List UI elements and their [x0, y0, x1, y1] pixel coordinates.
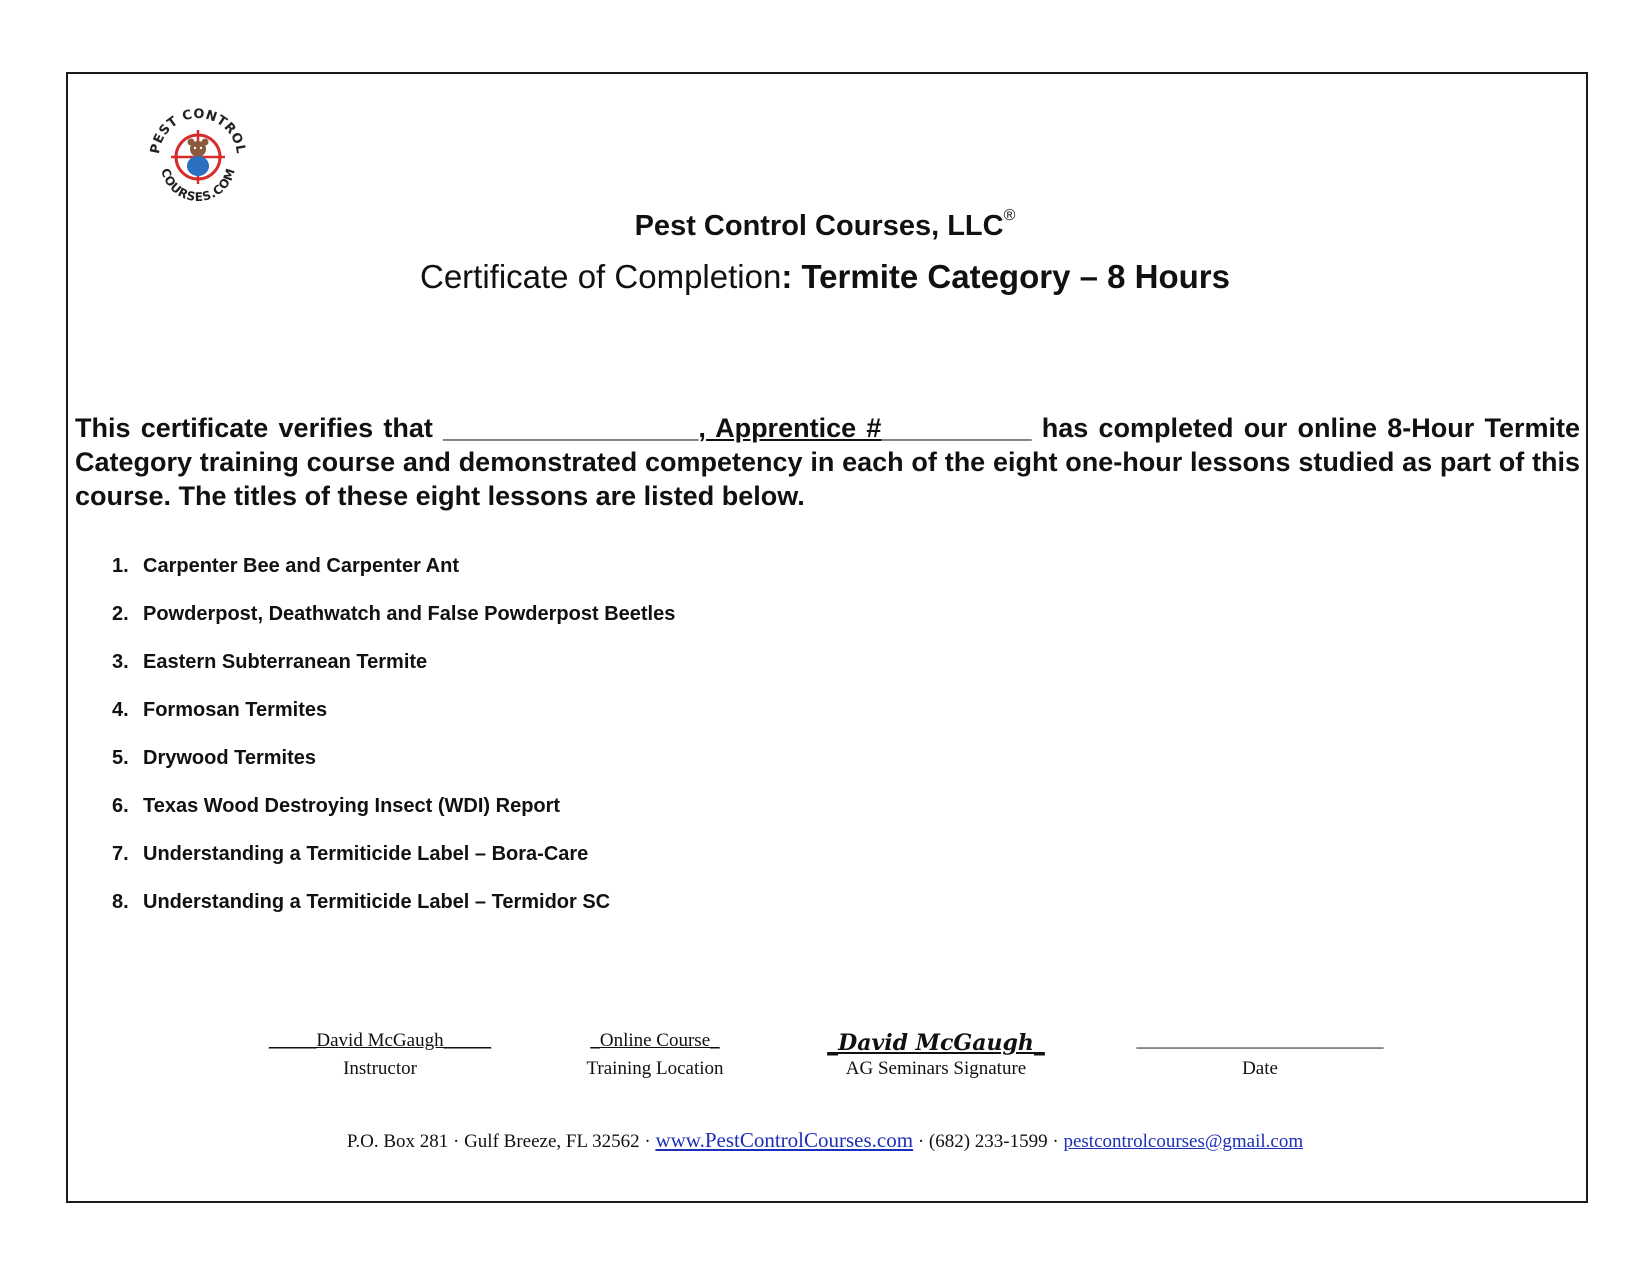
list-item [112, 843, 675, 891]
training-location-value: _Online Course_ [590, 1030, 720, 1051]
website-link[interactable]: www.PestControlCourses.com [655, 1128, 914, 1152]
instructor-name: _____David McGaugh_____ [268, 1030, 492, 1051]
lesson-title: Carpenter Bee and Carpenter Ant [143, 555, 459, 577]
lesson-number: 8. [112, 891, 129, 913]
list-item [112, 747, 675, 795]
ag-signature-block [815, 1030, 1057, 1080]
list-item [112, 795, 675, 843]
lesson-title: Eastern Subterranean Termite [143, 651, 428, 673]
verification-paragraph [75, 411, 1580, 513]
lesson-title: Texas Wood Destroying Insect (WDI) Report [143, 795, 561, 817]
apprentice-number-blank: __________ [881, 413, 1032, 443]
list-item [112, 555, 675, 603]
footer-address: P.O. Box 281 · Gulf Breeze, FL 32562 · [346, 1131, 656, 1152]
lesson-list [112, 555, 675, 939]
verification-text-end: has completed our online 8-Hour Termite Category training course and demonstrated competency in each of the eight one-hour lessons studied as part of this course. The titles of these eight lessons are listed below. [75, 413, 1580, 511]
lesson-number: 2. [112, 603, 129, 625]
logo-text-top: PEST CONTROL [147, 106, 248, 156]
company-name: Pest Control Courses, LLC [634, 210, 1004, 242]
list-item [112, 699, 675, 747]
registered-mark: ® [1003, 207, 1016, 224]
instructor-signature-block [258, 1030, 502, 1080]
logo-text-bottom: COURSES.COM [158, 166, 238, 205]
lesson-title: Powderpost, Deathwatch and False Powderpost Beetles [143, 603, 676, 625]
lesson-number: 3. [112, 651, 129, 673]
ag-signature-caption: AG Seminars Signature [845, 1058, 1027, 1079]
apprentice-label: , Apprentice # [698, 413, 882, 443]
verification-text-start: This certificate verifies that [75, 413, 444, 443]
lesson-number: 6. [112, 795, 129, 817]
lesson-number: 4. [112, 699, 129, 721]
lesson-title: Drywood Termites [143, 747, 316, 769]
certificate-title-suffix: : Termite Category – 8 Hours [781, 258, 1230, 295]
list-item [112, 651, 675, 699]
pest-control-courses-logo [145, 104, 251, 210]
lesson-title: Formosan Termites [143, 699, 328, 721]
footer-contact [0, 1128, 1650, 1153]
training-location-block [575, 1030, 735, 1080]
list-item [112, 891, 675, 939]
lesson-number: 1. [112, 555, 129, 577]
date-field[interactable]: __________________________ [1136, 1030, 1384, 1051]
ag-signature: _David McGaugh_ [827, 1030, 1045, 1056]
certificate-title-prefix: Certificate of Completion [419, 258, 782, 295]
date-caption: Date [1242, 1058, 1278, 1079]
lesson-title: Understanding a Termiticide Label – Termidor SC [143, 891, 611, 913]
date-block [1125, 1030, 1395, 1080]
training-location-caption: Training Location [586, 1058, 724, 1079]
list-item [112, 603, 675, 651]
email-link[interactable]: pestcontrolcourses@gmail.com [1063, 1131, 1304, 1152]
footer-phone: · (682) 233-1599 · [913, 1131, 1064, 1152]
instructor-caption: Instructor [343, 1058, 417, 1079]
lesson-title: Understanding a Termiticide Label – Bora-Care [143, 843, 589, 865]
lesson-number: 7. [112, 843, 129, 865]
lesson-number: 5. [112, 747, 129, 769]
recipient-name-blank: _________________ [443, 413, 699, 443]
certificate-title [0, 258, 1650, 296]
company-name-heading [0, 207, 1650, 243]
